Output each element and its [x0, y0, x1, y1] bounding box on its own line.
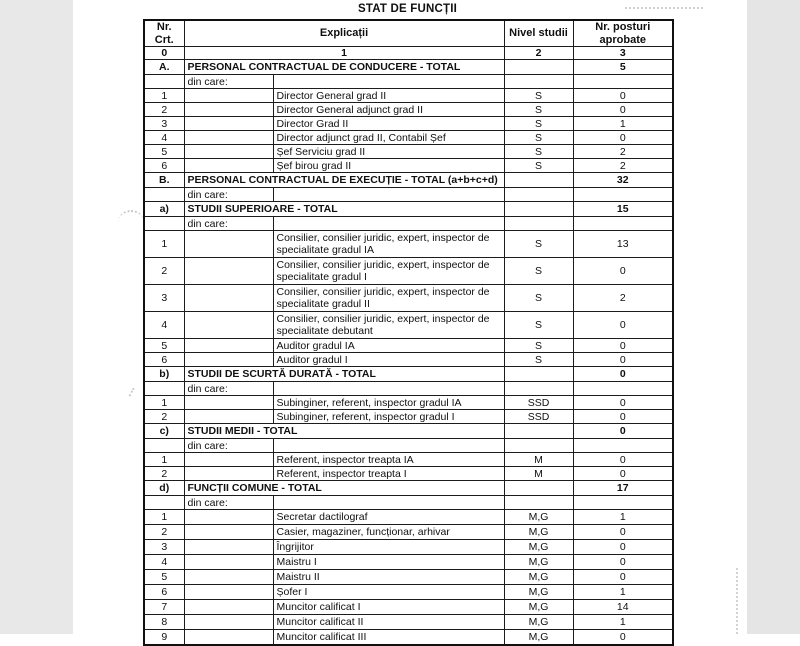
table-row — [144, 540, 673, 555]
study-level-cell: S — [504, 89, 573, 103]
row-number-cell: 3 — [144, 540, 184, 555]
approved-positions-cell: 0 — [573, 525, 673, 540]
section-title-cell: STUDII DE SCURTĂ DURATĂ - TOTAL — [184, 367, 504, 382]
table-row — [144, 496, 673, 510]
row-number-cell: 1 — [144, 231, 184, 258]
indent-cell — [184, 145, 273, 159]
explanation-cell: Șef birou grad II — [273, 159, 504, 173]
explanation-cell: Consilier, consilier juridic, expert, inspector de specialitate gradul II — [273, 285, 504, 312]
study-level-cell — [504, 173, 573, 188]
row-number-cell: 6 — [144, 159, 184, 173]
study-level-cell — [504, 496, 573, 510]
row-number-cell — [144, 496, 184, 510]
explanation-cell: Director General grad II — [273, 89, 504, 103]
indent-cell — [184, 159, 273, 173]
indent-cell — [184, 600, 273, 615]
table-row — [144, 453, 673, 467]
study-level-cell — [504, 424, 573, 439]
explanation-cell — [273, 496, 504, 510]
section-title-cell: PERSONAL CONTRACTUAL DE EXECUȚIE - TOTAL (a+b+c+d) — [184, 173, 504, 188]
scan-artifact — [118, 210, 144, 222]
approved-positions-cell: 0 — [573, 89, 673, 103]
approved-positions-cell — [573, 439, 673, 453]
approved-positions-cell: 14 — [573, 600, 673, 615]
approved-positions-cell — [573, 382, 673, 396]
indent-cell — [184, 615, 273, 630]
approved-positions-cell: 0 — [573, 410, 673, 424]
index-cell: 2 — [504, 47, 573, 60]
column-header-nivel-studii: Nivel studii — [504, 20, 573, 47]
approved-positions-cell: 0 — [573, 339, 673, 353]
row-number-cell: b) — [144, 367, 184, 382]
explanation-cell: Director adjunct grad II, Contabil Șef — [273, 131, 504, 145]
approved-positions-cell: 0 — [573, 131, 673, 145]
scan-artifact — [736, 568, 739, 634]
explanation-cell: Casier, magaziner, funcționar, arhivar — [273, 525, 504, 540]
study-level-cell — [504, 439, 573, 453]
row-number-cell: 6 — [144, 353, 184, 367]
indent-cell — [184, 585, 273, 600]
row-number-cell: c) — [144, 424, 184, 439]
row-number-cell: 9 — [144, 630, 184, 645]
table-row — [144, 615, 673, 630]
column-header-explicatii: Explicații — [184, 20, 504, 47]
table-row — [144, 510, 673, 525]
study-level-cell: M — [504, 453, 573, 467]
table-row — [144, 312, 673, 339]
table-header-row — [144, 20, 673, 47]
table-row — [144, 396, 673, 410]
table-row — [144, 188, 673, 202]
study-level-cell: M,G — [504, 525, 573, 540]
explanation-cell: Îngrijitor — [273, 540, 504, 555]
table-row — [144, 103, 673, 117]
row-number-cell: 4 — [144, 131, 184, 145]
indent-cell — [184, 117, 273, 131]
explanation-cell: Maistru I — [273, 555, 504, 570]
table-row — [144, 353, 673, 367]
row-number-cell: 4 — [144, 555, 184, 570]
row-number-cell: 2 — [144, 410, 184, 424]
table-row — [144, 424, 673, 439]
explanation-cell: Maistru II — [273, 570, 504, 585]
row-number-cell — [144, 217, 184, 231]
explanation-cell: Secretar dactilograf — [273, 510, 504, 525]
row-number-cell — [144, 188, 184, 202]
explanation-cell: Subinginer, referent, inspector gradul I — [273, 410, 504, 424]
approved-positions-cell: 32 — [573, 173, 673, 188]
column-index-row — [144, 47, 673, 60]
section-title-cell: STUDII SUPERIOARE - TOTAL — [184, 202, 504, 217]
explanation-cell: Șef Serviciu grad II — [273, 145, 504, 159]
row-number-cell: 2 — [144, 258, 184, 285]
explanation-cell — [273, 75, 504, 89]
subhead-cell: din care: — [184, 75, 273, 89]
row-number-cell: 6 — [144, 585, 184, 600]
explanation-cell: Auditor gradul I — [273, 353, 504, 367]
explanation-cell — [273, 382, 504, 396]
explanation-cell: Director General adjunct grad II — [273, 103, 504, 117]
approved-positions-cell: 2 — [573, 145, 673, 159]
subhead-cell: din care: — [184, 496, 273, 510]
approved-positions-cell: 0 — [573, 312, 673, 339]
column-header-posturi: Nr. posturi aprobate — [573, 20, 673, 47]
right-scan-margin — [747, 0, 800, 634]
indent-cell — [184, 540, 273, 555]
explanation-cell: Șofer I — [273, 585, 504, 600]
row-number-cell: 1 — [144, 89, 184, 103]
approved-positions-cell: 15 — [573, 202, 673, 217]
table-row — [144, 481, 673, 496]
indent-cell — [184, 285, 273, 312]
study-level-cell: S — [504, 103, 573, 117]
study-level-cell: M,G — [504, 555, 573, 570]
table-row — [144, 467, 673, 481]
row-number-cell: 3 — [144, 117, 184, 131]
indent-cell — [184, 103, 273, 117]
table-row — [144, 367, 673, 382]
study-level-cell: S — [504, 145, 573, 159]
row-number-cell — [144, 382, 184, 396]
row-number-cell: A. — [144, 60, 184, 75]
table-row — [144, 258, 673, 285]
indent-cell — [184, 630, 273, 645]
table-row — [144, 410, 673, 424]
study-level-cell: SSD — [504, 396, 573, 410]
section-title-cell: PERSONAL CONTRACTUAL DE CONDUCERE - TOTAL — [184, 60, 504, 75]
table-row — [144, 439, 673, 453]
column-header-nr-crt: Nr. Crt. — [144, 20, 184, 47]
approved-positions-cell: 0 — [573, 540, 673, 555]
approved-positions-cell: 0 — [573, 396, 673, 410]
approved-positions-cell: 0 — [573, 353, 673, 367]
study-level-cell — [504, 188, 573, 202]
row-number-cell: B. — [144, 173, 184, 188]
approved-positions-cell: 0 — [573, 367, 673, 382]
approved-positions-cell: 0 — [573, 570, 673, 585]
approved-positions-cell — [573, 496, 673, 510]
row-number-cell — [144, 75, 184, 89]
explanation-cell — [273, 217, 504, 231]
left-scan-margin — [0, 0, 73, 634]
study-level-cell: M — [504, 467, 573, 481]
table-row — [144, 585, 673, 600]
table-row — [144, 382, 673, 396]
table-row — [144, 285, 673, 312]
index-cell: 0 — [144, 47, 184, 60]
approved-positions-cell: 5 — [573, 60, 673, 75]
row-number-cell: 2 — [144, 525, 184, 540]
study-level-cell: S — [504, 312, 573, 339]
study-level-cell: M,G — [504, 540, 573, 555]
study-level-cell — [504, 481, 573, 496]
approved-positions-cell: 0 — [573, 555, 673, 570]
table-row — [144, 600, 673, 615]
study-level-cell: M,G — [504, 570, 573, 585]
study-level-cell: S — [504, 258, 573, 285]
table-row — [144, 339, 673, 353]
approved-positions-cell: 2 — [573, 285, 673, 312]
approved-positions-cell: 2 — [573, 159, 673, 173]
table-row — [144, 117, 673, 131]
section-title-cell: FUNCȚII COMUNE - TOTAL — [184, 481, 504, 496]
indent-cell — [184, 555, 273, 570]
explanation-cell: Muncitor calificat II — [273, 615, 504, 630]
subhead-cell: din care: — [184, 382, 273, 396]
staffing-table — [143, 19, 674, 646]
explanation-cell — [273, 439, 504, 453]
explanation-cell: Auditor gradul IA — [273, 339, 504, 353]
approved-positions-cell — [573, 75, 673, 89]
table-row — [144, 231, 673, 258]
study-level-cell: S — [504, 159, 573, 173]
study-level-cell — [504, 75, 573, 89]
study-level-cell: M,G — [504, 585, 573, 600]
approved-positions-cell: 1 — [573, 585, 673, 600]
subhead-cell: din care: — [184, 188, 273, 202]
table-row — [144, 159, 673, 173]
approved-positions-cell: 1 — [573, 615, 673, 630]
index-cell: 1 — [184, 47, 504, 60]
explanation-cell: Muncitor calificat III — [273, 630, 504, 645]
study-level-cell: M,G — [504, 600, 573, 615]
subhead-cell: din care: — [184, 439, 273, 453]
approved-positions-cell: 1 — [573, 117, 673, 131]
study-level-cell: M,G — [504, 615, 573, 630]
explanation-cell: Consilier, consilier juridic, expert, inspector de specialitate gradul I — [273, 258, 504, 285]
study-level-cell: S — [504, 285, 573, 312]
row-number-cell: 1 — [144, 453, 184, 467]
study-level-cell: S — [504, 117, 573, 131]
explanation-cell — [273, 188, 504, 202]
indent-cell — [184, 231, 273, 258]
table-row — [144, 60, 673, 75]
row-number-cell: 2 — [144, 467, 184, 481]
indent-cell — [184, 467, 273, 481]
row-number-cell — [144, 439, 184, 453]
study-level-cell: M,G — [504, 510, 573, 525]
table-row — [144, 570, 673, 585]
indent-cell — [184, 89, 273, 103]
row-number-cell: 1 — [144, 396, 184, 410]
approved-positions-cell: 1 — [573, 510, 673, 525]
explanation-cell: Consilier, consilier juridic, expert, inspector de specialitate gradul IA — [273, 231, 504, 258]
table-row — [144, 173, 673, 188]
row-number-cell: 2 — [144, 103, 184, 117]
table-row — [144, 145, 673, 159]
row-number-cell: 5 — [144, 339, 184, 353]
approved-positions-cell: 0 — [573, 103, 673, 117]
study-level-cell — [504, 202, 573, 217]
explanation-cell: Consilier, consilier juridic, expert, inspector de specialitate debutant — [273, 312, 504, 339]
approved-positions-cell — [573, 188, 673, 202]
approved-positions-cell: 0 — [573, 467, 673, 481]
approved-positions-cell: 0 — [573, 424, 673, 439]
approved-positions-cell: 13 — [573, 231, 673, 258]
section-title-cell: STUDII MEDII - TOTAL — [184, 424, 504, 439]
approved-positions-cell — [573, 217, 673, 231]
row-number-cell: 7 — [144, 600, 184, 615]
study-level-cell — [504, 60, 573, 75]
explanation-cell: Referent, inspector treapta I — [273, 467, 504, 481]
table-row — [144, 525, 673, 540]
explanation-cell: Director Grad II — [273, 117, 504, 131]
explanation-cell: Referent, inspector treapta IA — [273, 453, 504, 467]
indent-cell — [184, 410, 273, 424]
explanation-cell: Subinginer, referent, inspector gradul IA — [273, 396, 504, 410]
table-row — [144, 89, 673, 103]
table-row — [144, 75, 673, 89]
approved-positions-cell: 0 — [573, 258, 673, 285]
study-level-cell: M,G — [504, 630, 573, 645]
table-row — [144, 202, 673, 217]
row-number-cell: 8 — [144, 615, 184, 630]
approved-positions-cell: 0 — [573, 630, 673, 645]
indent-cell — [184, 312, 273, 339]
study-level-cell: S — [504, 131, 573, 145]
approved-positions-cell: 0 — [573, 453, 673, 467]
approved-positions-cell: 17 — [573, 481, 673, 496]
table-row — [144, 555, 673, 570]
index-cell: 3 — [573, 47, 673, 60]
indent-cell — [184, 396, 273, 410]
indent-cell — [184, 570, 273, 585]
subhead-cell: din care: — [184, 217, 273, 231]
row-number-cell: 4 — [144, 312, 184, 339]
table-row — [144, 131, 673, 145]
page-title: STAT DE FUNCȚII — [357, 3, 458, 15]
row-number-cell: d) — [144, 481, 184, 496]
row-number-cell: 5 — [144, 145, 184, 159]
indent-cell — [184, 510, 273, 525]
row-number-cell: 1 — [144, 510, 184, 525]
study-level-cell — [504, 382, 573, 396]
table-row — [144, 217, 673, 231]
study-level-cell — [504, 367, 573, 382]
study-level-cell: S — [504, 339, 573, 353]
table-row — [144, 630, 673, 645]
row-number-cell: 5 — [144, 570, 184, 585]
study-level-cell: S — [504, 353, 573, 367]
row-number-cell: a) — [144, 202, 184, 217]
explanation-cell: Muncitor calificat I — [273, 600, 504, 615]
study-level-cell: SSD — [504, 410, 573, 424]
indent-cell — [184, 453, 273, 467]
scan-artifact — [122, 384, 134, 396]
indent-cell — [184, 258, 273, 285]
study-level-cell: S — [504, 231, 573, 258]
indent-cell — [184, 339, 273, 353]
indent-cell — [184, 525, 273, 540]
study-level-cell — [504, 217, 573, 231]
row-number-cell: 3 — [144, 285, 184, 312]
indent-cell — [184, 131, 273, 145]
indent-cell — [184, 353, 273, 367]
